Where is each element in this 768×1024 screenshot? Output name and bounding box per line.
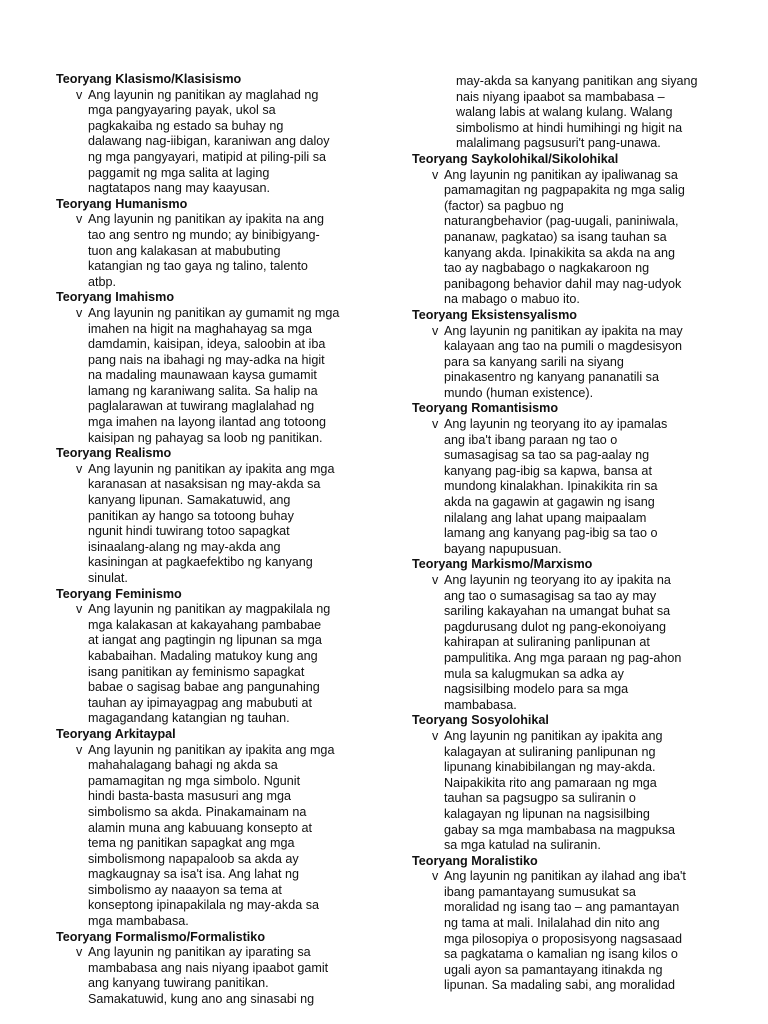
bullet-text bbox=[444, 573, 742, 713]
bullet-text bbox=[444, 324, 742, 402]
text-line: kanyang pag-ibig sa kapwa, bansa at bbox=[444, 463, 652, 478]
section-heading: Teoryang Romantisismo bbox=[412, 401, 559, 416]
text-line: panibagong behavior dahil may nag-udyok bbox=[444, 276, 682, 291]
text-line: (factor) sa pagbuo ng bbox=[444, 198, 564, 213]
section-teoryang-moralistiko bbox=[412, 854, 742, 994]
section-heading: Teoryang Sosyolohikal bbox=[412, 713, 549, 728]
text-line: may-akda sa kanyang panitikan ang siyang bbox=[456, 74, 698, 88]
text-line: mundo (human existence). bbox=[444, 385, 594, 400]
bullet-text bbox=[88, 602, 396, 727]
section-heading: Teoryang Humanismo bbox=[56, 196, 188, 211]
text-line: simbolismo sa akda. Pinakamainam na bbox=[88, 804, 307, 819]
text-line: simbolismong napapaloob sa akda ay bbox=[88, 851, 299, 866]
text-line: mambabasa. bbox=[444, 697, 517, 712]
text-line: ng tama at mali. Inilalahad din nito ang bbox=[444, 916, 660, 931]
section-heading: Teoryang Imahismo bbox=[56, 290, 175, 305]
text-line: simbolismo at hindi humihingi ng higit na bbox=[456, 120, 683, 135]
text-line: sa pagkatama o kamalian ng isang kilos o bbox=[444, 947, 678, 962]
text-line: simbolismo ay naaayon sa tema at bbox=[88, 882, 282, 897]
text-line: katangian ng tao gaya ng talino, talento bbox=[88, 259, 308, 274]
text-line: lamang ng karaniwang salita. Sa halip na bbox=[88, 383, 318, 398]
section-teoryang-klasismo-klasisismo bbox=[56, 72, 396, 197]
section-teoryang-realismo bbox=[56, 446, 396, 586]
text-line: Ang layunin ng panitikan ay ilahad ang iba't bbox=[444, 869, 686, 884]
continued-paragraph bbox=[412, 74, 742, 152]
text-line: tao ang sentro ng mundo; ay binibigyang- bbox=[88, 227, 320, 242]
section-heading: Teoryang Markismo/Marxismo bbox=[412, 557, 593, 572]
left-column bbox=[56, 72, 396, 1008]
text-line: mga imahen na layong ilantad ang totoong bbox=[88, 415, 327, 430]
bullet-text bbox=[88, 212, 396, 290]
text-line: malalimang pagsusuri't pang-unawa. bbox=[456, 136, 661, 151]
text-line: imahen na higit na maghahayag sa mga bbox=[88, 321, 313, 336]
bullet-item bbox=[56, 212, 396, 290]
bullet-marker: v bbox=[432, 869, 439, 884]
bullet-item bbox=[56, 743, 396, 930]
text-line: sariling kakayahan na umangat buhat sa bbox=[444, 604, 671, 619]
text-line: ngunit hindi tuwirang totoo sapagkat bbox=[88, 524, 290, 539]
text-line: sa mga katulad na suliranin. bbox=[444, 838, 601, 853]
text-line: pang nais na ibahagi ng may-adka na higit bbox=[88, 352, 325, 367]
text-line: at iangat ang pagtingin ng lipunan sa mga bbox=[88, 633, 322, 648]
text-line: magagandang katangian ng tauhan. bbox=[88, 711, 290, 726]
text-line: nilalang ang lahat upang maipaalam bbox=[444, 510, 647, 525]
text-line: magkaugnay sa isa't isa. Ang lahat ng bbox=[88, 867, 300, 882]
text-line: sinulat. bbox=[88, 571, 128, 585]
section-teoryang-humanismo bbox=[56, 197, 396, 291]
bullet-item bbox=[412, 324, 742, 402]
text-line: Ang layunin ng panitikan ay ipakita na ang bbox=[88, 212, 324, 227]
text-line: naturangbehavior (pag-uugali, paniniwala, bbox=[444, 214, 679, 229]
bullet-marker: v bbox=[76, 945, 83, 960]
text-line: Ang layunin ng panitikan ay gumamit ng mga bbox=[88, 305, 340, 320]
text-line: mga pangyayaring payak, ukol sa bbox=[88, 103, 276, 118]
bullet-item bbox=[412, 869, 742, 994]
text-line: mga mambabasa. bbox=[88, 914, 189, 929]
bullet-text bbox=[444, 168, 742, 308]
section-teoryang-markismo-marxismo bbox=[412, 557, 742, 713]
text-line: mga kalakasan at kakayahang pambabae bbox=[88, 617, 322, 632]
right-column bbox=[412, 74, 742, 994]
section-teoryang-saykolohikal-sikolohikal bbox=[412, 152, 742, 308]
text-line: kalagayan at suliraning panlipunan ng bbox=[444, 744, 656, 759]
text-line: pampulitika. Ang mga paraan ng pag-ahon bbox=[444, 650, 682, 665]
section-teoryang-imahismo bbox=[56, 290, 396, 446]
bullet-marker: v bbox=[432, 323, 439, 338]
text-line: walang labis at walang kulang. Walang bbox=[456, 105, 673, 120]
text-line: ang kanyang tuwirang panitikan. bbox=[88, 976, 269, 991]
bullet-marker: v bbox=[432, 573, 439, 587]
bullet-text bbox=[88, 945, 396, 1007]
text-line: kalayaan ang tao na pumili o magdesisyon bbox=[444, 339, 683, 354]
text-line: lamang ang kanyang pag-ibig sa tao o bbox=[444, 526, 658, 541]
text-line: ibang pamantayang sumusukat sa bbox=[444, 884, 636, 899]
text-line: bayang napupusuan. bbox=[444, 541, 562, 556]
bullet-item bbox=[56, 306, 396, 446]
text-line: Ang layunin ng panitikan ay iparating sa bbox=[88, 945, 311, 960]
bullet-text bbox=[88, 743, 396, 930]
text-line: na mabago o mabuo ito. bbox=[444, 292, 580, 307]
bullet-text bbox=[444, 729, 742, 854]
text-line: karanasan at nasaksisan ng may-akda sa bbox=[88, 477, 321, 492]
text-line: isinaalang-alang ng may-akda ang bbox=[88, 539, 281, 554]
text-line: kalagayan ng lipunan na nagsisilbing bbox=[444, 806, 650, 821]
bullet-item bbox=[56, 945, 396, 1007]
bullet-marker: v bbox=[432, 417, 439, 432]
text-line: nagtatapos nang may kaayusan. bbox=[88, 181, 271, 196]
text-line: isang panitikan ay feminismo sapagkat bbox=[88, 664, 305, 679]
text-line: Ang layunin ng panitikan ay ipaliwanag sa bbox=[444, 167, 678, 182]
text-line: nais niyang ipaabot sa mambabasa – bbox=[456, 89, 665, 104]
text-line: kaisipan ng pahayag sa loob ng panitikan. bbox=[88, 430, 323, 445]
text-line: kasiningan at pagkaefektibo ng kanyang bbox=[88, 555, 313, 570]
text-line: panitikan ay hango sa totoong buhay bbox=[88, 508, 294, 523]
text-line: Ang layunin ng panitikan ay ipakita ang mga bbox=[88, 742, 335, 757]
text-line: akda na gagawin at gagawin ng isang bbox=[444, 495, 655, 510]
text-line: pamamagitan ng mga simbolo. Ngunit bbox=[88, 773, 301, 788]
text-line: pagdurusang dulot ng pang-ekonoiyang bbox=[444, 619, 666, 634]
bullet-marker: v bbox=[432, 728, 439, 743]
text-line: Ang layunin ng teoryang ito ay ipamalas bbox=[444, 417, 668, 432]
text-line: kanyang lipunan. Samakatuwid, ang bbox=[88, 493, 291, 508]
text-line: kahirapan at suliraning panlipunan at bbox=[444, 635, 650, 650]
text-line: mundong kinalakhan. Ipinakikita rin sa bbox=[444, 479, 658, 494]
section-heading: Teoryang Formalismo/Formalistiko bbox=[56, 929, 266, 944]
text-line: dalawang nag-iibigan, karaniwan ang daloy bbox=[88, 134, 330, 149]
bullet-item bbox=[412, 729, 742, 854]
bullet-text bbox=[88, 306, 396, 446]
text-line: mambabasa ang nais niyang ipaabot gamit bbox=[88, 960, 329, 975]
text-line: babae o sagisag babae ang pangunahing bbox=[88, 680, 320, 695]
text-line: Ang layunin ng panitikan ay maglahad ng bbox=[88, 87, 319, 102]
text-line: Samakatuwid, kung ano ang sinasabi ng bbox=[88, 992, 315, 1007]
bullet-marker: v bbox=[76, 305, 83, 320]
text-line: mula sa kalugmukan sa adka ay bbox=[444, 666, 624, 681]
bullet-item bbox=[412, 573, 742, 713]
section-teoryang-romantisismo bbox=[412, 401, 742, 557]
bullet-text bbox=[88, 462, 396, 587]
bullet-marker: v bbox=[432, 167, 439, 182]
bullet-marker: v bbox=[76, 87, 83, 102]
text-line: nagsisilbing modelo para sa mga bbox=[444, 682, 629, 697]
text-line: kanyang akda. Ipinakikita sa akda na ang bbox=[444, 245, 676, 260]
text-line: lipunang kinabibilangan ng may-akda. bbox=[444, 760, 656, 775]
text-line: damdamin, kaisipan, ideya, saloobin at iba bbox=[88, 337, 326, 352]
text-line: Ang layunin ng panitikan ay magpakilala ng bbox=[88, 602, 331, 617]
text-line: Naipakikita rito ang pamaraan ng mga bbox=[444, 775, 657, 790]
section-heading: Teoryang Klasismo/Klasisismo bbox=[56, 72, 242, 86]
text-line: na madaling maunawaan kaysa gumamit bbox=[88, 368, 317, 383]
bullet-item bbox=[56, 88, 396, 197]
bullet-text bbox=[444, 869, 742, 994]
text-line: alamin muna ang kabuuang konsepto at bbox=[88, 820, 313, 835]
text-line: konseptong ipinapakilala ng may-akda sa bbox=[88, 898, 320, 913]
text-line: ng mga pangyayari, matipid at piling-pili sa bbox=[88, 149, 327, 164]
text-line: gabay sa mga mambabasa na magpuksa bbox=[444, 822, 676, 837]
text-line: pagkakaiba ng estado sa buhay ng bbox=[88, 118, 284, 133]
text-line: Ang layunin ng panitikan ay ipakita ang mga bbox=[88, 461, 335, 476]
text-line: ugali ayon sa pamantayang itinakda ng bbox=[444, 962, 663, 977]
text-line: ang iba't ibang paraan ng tao o bbox=[444, 432, 618, 447]
text-line: lipunan. Sa madaling sabi, ang moralidad bbox=[444, 978, 676, 993]
section-teoryang-formalismo-formalistiko bbox=[56, 930, 396, 1008]
bullet-marker: v bbox=[76, 602, 83, 617]
text-line: atbp. bbox=[88, 274, 117, 289]
text-line: pananaw, pagkatao) sa isang tauhan sa bbox=[444, 229, 667, 244]
text-line: tuon ang kalakasan at mabubuting bbox=[88, 243, 281, 258]
bullet-marker: v bbox=[76, 212, 83, 227]
section-heading: Teoryang Arkitaypal bbox=[56, 726, 176, 741]
section-teoryang-sosyolohikal bbox=[412, 713, 742, 853]
text-line: tauhan ay ipimayagpag ang mabubuti at bbox=[88, 695, 313, 710]
section-heading: Teoryang Eksistensyalismo bbox=[412, 307, 577, 322]
text-line: tao ay nagbabago o nagkakaroon ng bbox=[444, 261, 650, 276]
text-line: paglalarawan at tuwirang maglalahad ng bbox=[88, 399, 315, 414]
text-line: mga pilosopiya o proposisyong nagsasaad bbox=[444, 931, 683, 946]
bullet-item bbox=[56, 462, 396, 587]
text-line: paggamit ng mga salita at laging bbox=[88, 165, 270, 180]
text-line: sumasagisag sa tao sa pag-aalay ng bbox=[444, 448, 650, 463]
text-line: tauhan sa pagsugpo sa suliranin o bbox=[444, 791, 636, 806]
section-teoryang-arkitaypal bbox=[56, 727, 396, 930]
bullet-text bbox=[444, 417, 742, 557]
text-line: para sa kanyang sarili na siyang bbox=[444, 354, 624, 369]
text-line: moralidad ng isang tao – ang pamantayan bbox=[444, 900, 680, 915]
section-heading: Teoryang Saykolohikal/Sikolohikal bbox=[412, 151, 619, 166]
bullet-marker: v bbox=[76, 742, 83, 757]
bullet-marker: v bbox=[76, 461, 83, 476]
bullet-item bbox=[412, 168, 742, 308]
text-line: Ang layunin ng teoryang ito ay ipakita na bbox=[444, 573, 671, 587]
text-line: tema ng panitikan sapagkat ang mga bbox=[88, 836, 295, 851]
text-line: mahahalagang bahagi ng akda sa bbox=[88, 758, 278, 773]
bullet-text bbox=[88, 88, 396, 197]
bullet-item bbox=[56, 602, 396, 727]
section-teoryang-eksistensyalismo bbox=[412, 308, 742, 402]
text-line: hindi basta-basta masusuri ang mga bbox=[88, 789, 292, 804]
text-line: Ang layunin ng panitikan ay ipakita ang bbox=[444, 728, 663, 743]
section-heading: Teoryang Feminismo bbox=[56, 586, 182, 601]
text-line: pamamagitan ng pagpapakita ng mga salig bbox=[444, 183, 685, 198]
text-line: ang tao o sumasagisag sa tao ay may bbox=[444, 588, 657, 603]
text-line: kababaihan. Madaling matukoy kung ang bbox=[88, 648, 318, 663]
section-heading: Teoryang Realismo bbox=[56, 446, 172, 461]
bullet-item bbox=[412, 417, 742, 557]
text-line: Ang layunin ng panitikan ay ipakita na may bbox=[444, 323, 683, 338]
section-heading: Teoryang Moralistiko bbox=[412, 853, 538, 868]
text-line: pinakasentro ng kanyang pananatili sa bbox=[444, 370, 659, 385]
section-teoryang-feminismo bbox=[56, 587, 396, 727]
